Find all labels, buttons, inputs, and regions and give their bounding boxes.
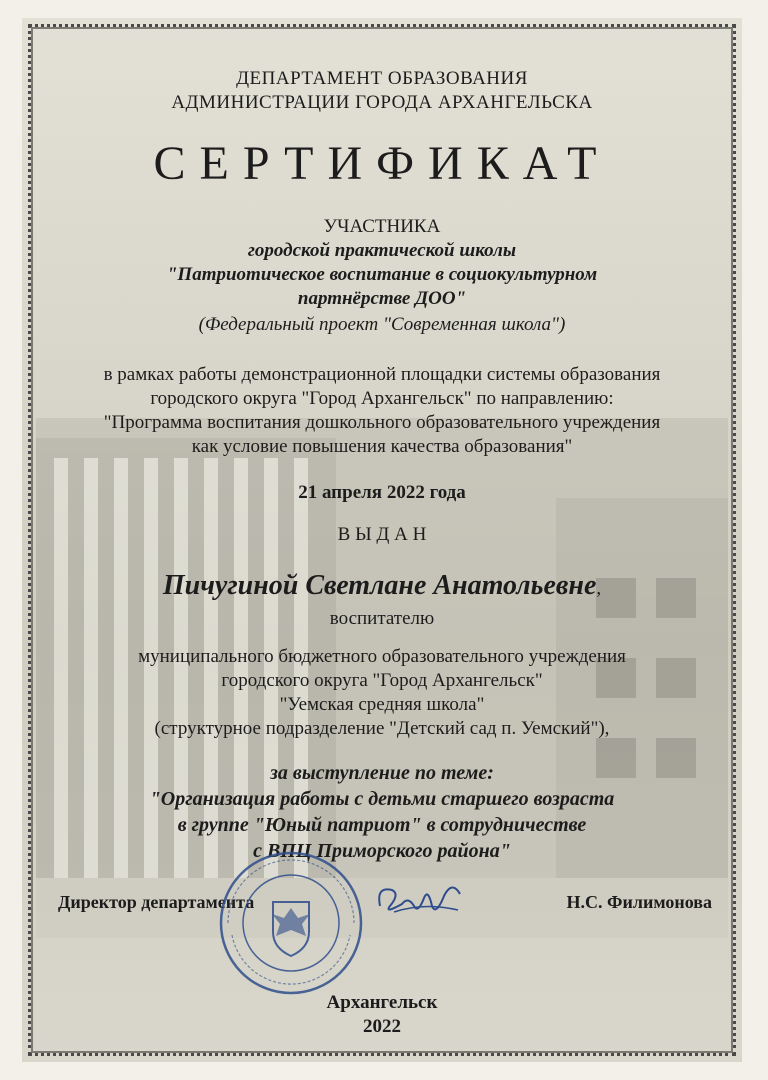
certificate-title: СЕРТИФИКАТ <box>153 137 611 190</box>
participant-label: УЧАСТНИКА <box>323 216 441 237</box>
certificate-sheet <box>22 18 742 1062</box>
org-line-2: городского округа "Город Архангельск" <box>221 670 543 691</box>
recipient-name-line <box>22 570 742 602</box>
recipient-comma: , <box>596 578 602 599</box>
org-line-1: муниципального бюджетного образовательного учреждения <box>138 646 626 667</box>
certificate-content <box>22 18 742 1062</box>
topic-line-3: с ВПЦ Приморского района" <box>253 840 511 862</box>
org-line-3: "Уемская средняя школа" <box>279 694 485 715</box>
topic-intro: за выступление по теме: <box>270 762 494 784</box>
school-line-1: городской практической школы <box>247 240 517 261</box>
signatory-name: Н.С. Филимонова <box>566 892 712 912</box>
department-line-1: ДЕПАРТАМЕНТ ОБРАЗОВАНИЯ <box>236 68 528 89</box>
federal-project-line: (Федеральный проект "Современная школа") <box>198 314 566 335</box>
school-line-2: "Патриотическое воспитание в социокультурном <box>166 264 598 285</box>
issued-label: В Ы Д А Н <box>337 524 427 545</box>
official-stamp <box>218 850 364 996</box>
topic-line-1: "Организация работы с детьми старшего возраста <box>149 788 615 810</box>
recipient-name: Пичугиной Светлане Анатольевне <box>162 570 597 601</box>
context-line-1: в рамках работы демонстрационной площадки системы образования <box>103 364 661 385</box>
context-line-2: городского округа "Город Архангельск" по направлению: <box>150 388 614 409</box>
event-date: 21 апреля 2022 года <box>298 482 466 503</box>
org-line-4: (структурное подразделение "Детский сад п. Уемский"), <box>154 718 610 739</box>
topic-line-2: в группе "Юный патриот" в сотрудничестве <box>177 814 587 836</box>
recipient-position: воспитателю <box>329 608 435 629</box>
signatory-position: Директор департамента <box>58 892 255 912</box>
context-line-4: как условие повышения качества образования" <box>191 436 573 457</box>
department-line-2: АДМИНИСТРАЦИИ ГОРОДА АРХАНГЕЛЬСКА <box>171 92 593 113</box>
footer-city: Архангельск <box>326 992 438 1013</box>
context-line-3: "Программа воспитания дошкольного образовательного учреждения <box>103 412 661 433</box>
handwritten-signature <box>374 876 466 922</box>
footer-year: 2022 <box>363 1016 401 1037</box>
school-line-3: партнёрстве ДОО" <box>297 288 467 309</box>
